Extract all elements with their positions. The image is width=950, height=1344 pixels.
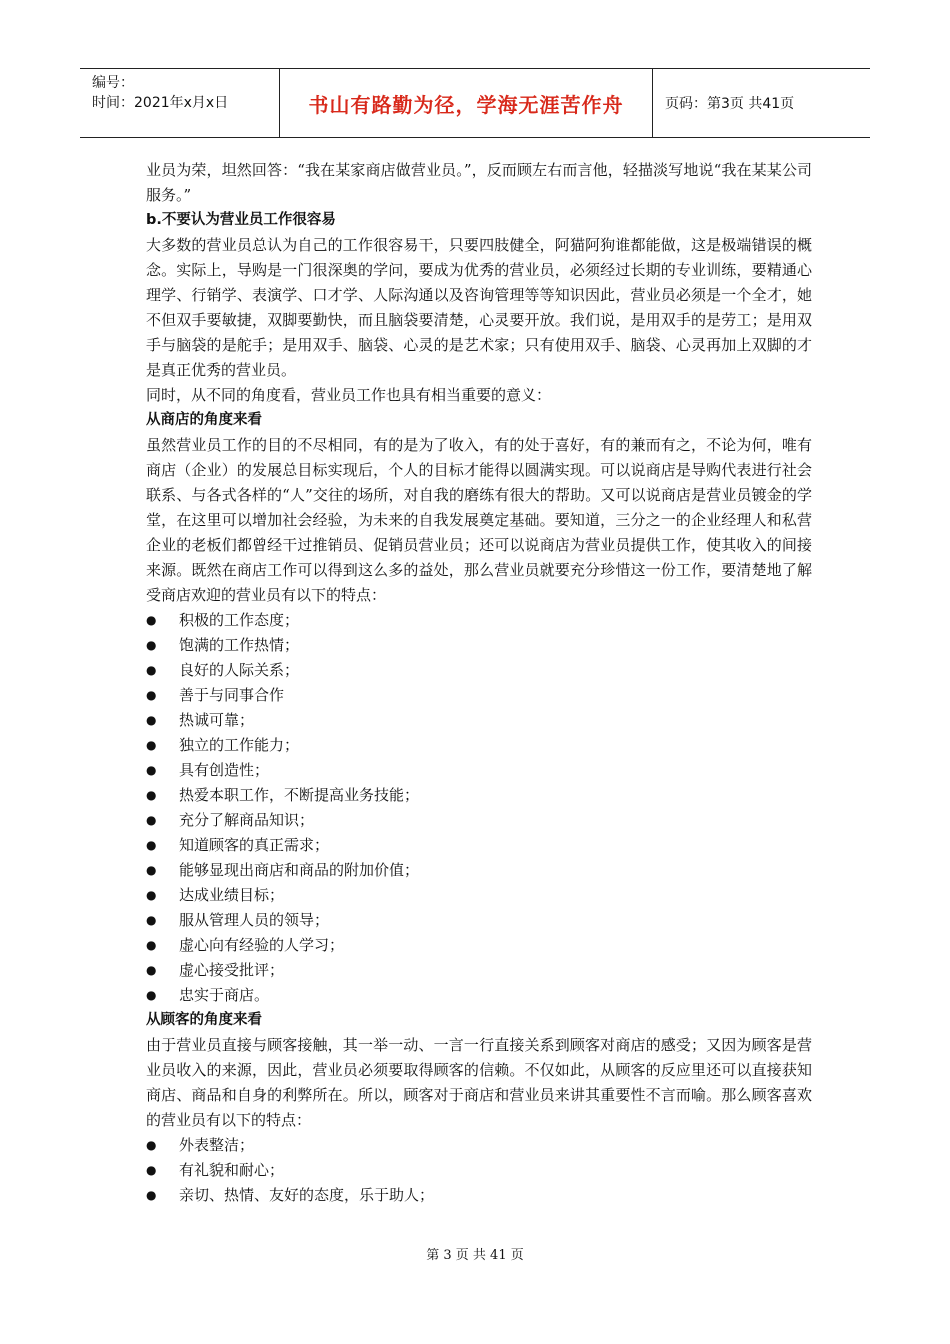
list-item: ● 亲切、热情、友好的态度，乐于助人； <box>146 1183 812 1208</box>
document-body <box>146 158 812 1208</box>
header-motto: 书山有路勤为径，学海无涯苦作舟 <box>280 69 653 137</box>
subheading-shop: 从商店的角度来看 <box>146 412 262 428</box>
subheading-b: b.不要认为营业员工作很容易 <box>146 212 336 228</box>
list-item: ● 虚心向有经验的人学习； <box>146 933 812 958</box>
list-item: ● 积极的工作态度； <box>146 608 812 633</box>
customer-traits-list <box>146 1133 812 1208</box>
number-label: 编号： <box>92 75 134 91</box>
subheading-customer: 从顾客的角度来看 <box>146 1012 262 1028</box>
paragraph: 同时，从不同的角度看，营业员工作也具有相当重要的意义： <box>146 386 552 404</box>
page-header <box>80 68 870 138</box>
header-meta <box>80 69 280 137</box>
paragraph: 虽然营业员工作的目的不尽相同，有的是为了收入，有的处于喜好，有的兼而有之，不论为何，唯有商店（企业）的发展总目标实现后，个人的目标才能得以圆满实现。可以说商店是导购代表进行社会联系、与各式各样的“人”交往的场所，对自我的磨练有很大的帮助。又可以说商店是营业员镀金的学堂，在这里可以增加社会经验，为未来的自我发展奠定基础。要知道，三分之一的企业经理人和私营企业的老板们都曾经干过推销员、促销员营业员；还可以说商店为营业员提供工作，使其收入的间接来源。既然在商店工作可以得到这么多的益处，那么营业员就要充分珍惜这一份工作，要清楚地了解受商店欢迎的营业员有以下的特点： <box>146 436 812 604</box>
list-item: ● 独立的工作能力； <box>146 733 812 758</box>
list-item: ● 善于与同事合作 <box>146 683 812 708</box>
paragraph: 业员为荣，坦然回答：“我在某家商店做营业员。”，反而顾左右而言他，轻描淡写地说“我在某某公司服务。” <box>146 161 812 204</box>
header-page-number: 页码：第3页 共41页 <box>665 96 795 112</box>
list-item: ● 具有创造性； <box>146 758 812 783</box>
date-label: 时间：2021年x月x日 <box>92 95 229 111</box>
list-item: ● 热爱本职工作，不断提高业务技能； <box>146 783 812 808</box>
list-item: ● 饱满的工作热情； <box>146 633 812 658</box>
page-footer: 第 3 页 共 41 页 <box>426 1248 524 1263</box>
list-item: ● 充分了解商品知识； <box>146 808 812 833</box>
list-item: ● 良好的人际关系； <box>146 658 812 683</box>
list-item: ● 忠实于商店。 <box>146 983 812 1008</box>
list-item: ● 有礼貌和耐心； <box>146 1158 812 1183</box>
list-item: ● 虚心接受批评； <box>146 958 812 983</box>
list-item: ● 能够显现出商店和商品的附加价值； <box>146 858 812 883</box>
list-item: ● 外表整洁； <box>146 1133 812 1158</box>
list-item: ● 服从管理人员的领导； <box>146 908 812 933</box>
list-item: ● 热诚可靠； <box>146 708 812 733</box>
paragraph: 大多数的营业员总认为自己的工作很容易干，只要四肢健全，阿猫阿狗谁都能做，这是极端错误的概念。实际上，导购是一门很深奥的学问，要成为优秀的营业员，必须经过长期的专业训练，要精通心理学、行销学、表演学、口才学、人际沟通以及咨询管理等等知识因此，营业员必须是一个全才，她不但双手要敏捷，双脚要勤快，而且脑袋要清楚，心灵要开放。我们说，是用双手的是劳工；是用双手与脑袋的是舵手；是用双手、脑袋、心灵的是艺术家；只有使用双手、脑袋、心灵再加上双脚的才是真正优秀的营业员。 <box>146 236 812 379</box>
list-item: ● 知道顾客的真正需求； <box>146 833 812 858</box>
paragraph: 由于营业员直接与顾客接触，其一举一动、一言一行直接关系到顾客对商店的感受；又因为顾客是营业员收入的来源，因此，营业员必须要取得顾客的信赖。不仅如此，从顾客的反应里还可以直接获知商店、商品和自身的利弊所在。所以，顾客对于商店和营业员来讲其重要性不言而喻。那么顾客喜欢的营业员有以下的特点： <box>146 1036 812 1129</box>
shop-traits-list <box>146 608 812 1008</box>
list-item: ● 达成业绩目标； <box>146 883 812 908</box>
